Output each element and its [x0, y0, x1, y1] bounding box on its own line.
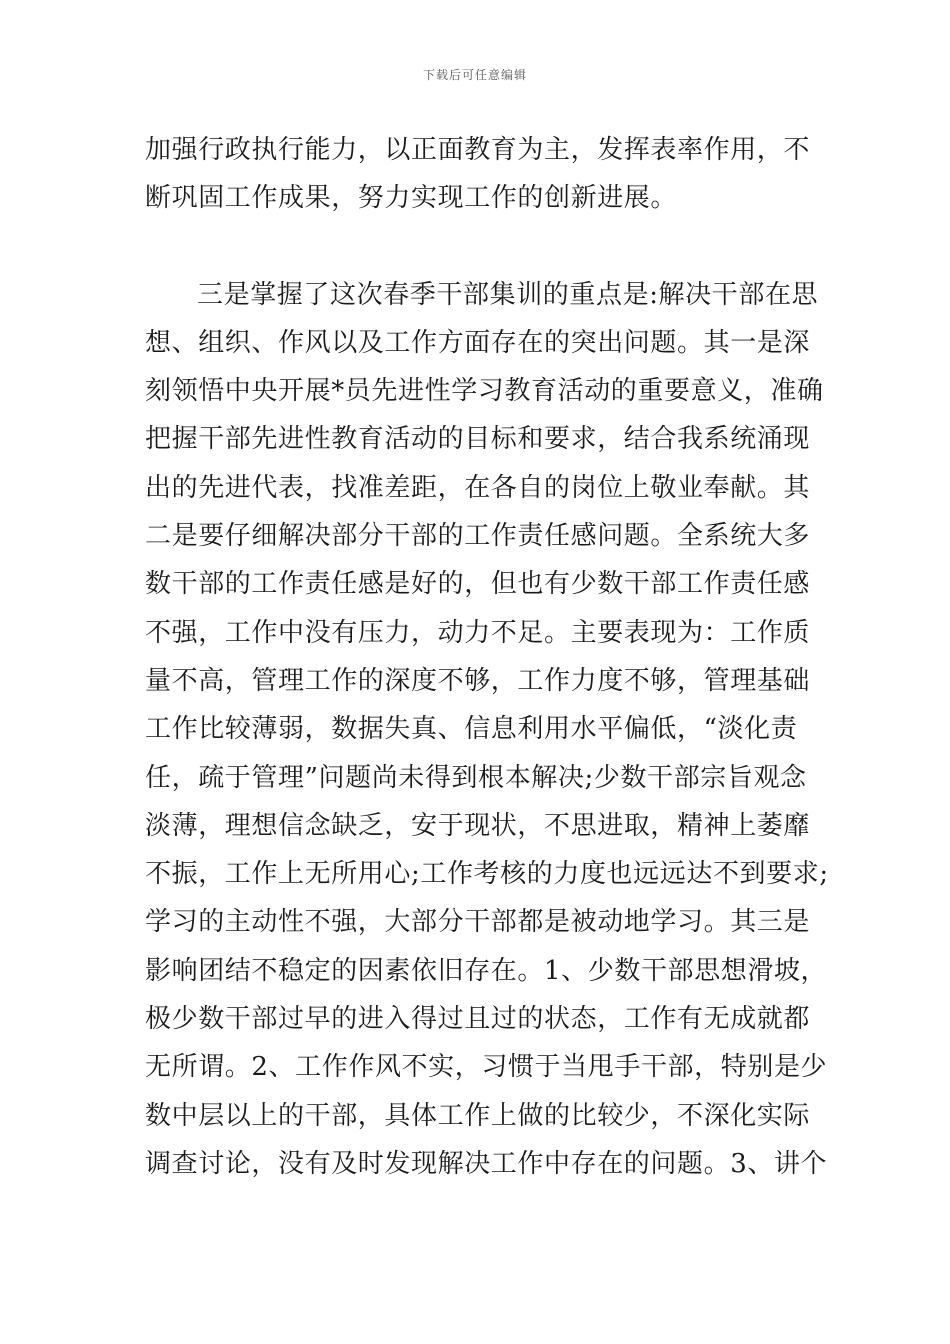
text-line: 任，疏于管理”问题尚未得到根本解决;少数干部宗旨观念: [145, 762, 807, 793]
text-line: 想、组织、作风以及工作方面存在的突出问题。其一是深: [145, 327, 811, 358]
text-line: 三是掌握了这次春季干部集训的重点是:解决干部在思: [197, 279, 819, 310]
text-line: 把握干部先进性教育活动的目标和要求，结合我系统涌现: [145, 424, 811, 455]
text-line: 量不高，管理工作的深度不够，工作力度不够，管理基础: [145, 665, 811, 696]
text-line: 工作比较薄弱，数据失真、信息利用水平偏低，“淡化责: [145, 714, 798, 745]
text-line: 加强行政执行能力，以正面教育为主，发挥表率作用，不: [145, 135, 811, 165]
text-line: 影响团结不稳定的因素依旧存在。1、少数干部思想滑坡，: [145, 955, 828, 986]
paragraph-spacer: [145, 223, 815, 271]
page-header: 下载后可任意编辑: [422, 68, 527, 82]
text-line: 断巩固工作成果，努力实现工作的创新进展。: [145, 183, 678, 214]
text-line: 淡薄，理想信念缺乏，安于现状，不思进取，精神上萎靡: [145, 810, 811, 841]
text-line: 无所谓。2、工作作风不实，习惯于当甩手干部，特别是少: [145, 1052, 828, 1083]
text-line: 学习的主动性不强，大部分干部都是被动地学习。其三是: [145, 907, 811, 938]
text-line: 刻领悟中央开展*员先进性学习教育活动的重要意义，准确: [145, 376, 824, 407]
paragraph-1: [145, 126, 815, 223]
text-line: 调查讨论，没有及时发现解决工作中存在的问题。3、讲个: [145, 1148, 828, 1179]
document-body: [145, 126, 829, 1188]
text-line: 极少数干部过早的进入得过且过的状态，工作有无成就都: [145, 1004, 811, 1035]
text-line: 不振，工作上无所用心;工作考核的力度也远远达不到要求;: [145, 859, 829, 890]
text-line: 不强，工作中没有压力，动力不足。主要表现为：工作质: [145, 617, 811, 648]
paragraph-2: [145, 271, 829, 1189]
text-line: 数干部的工作责任感是好的，但也有少数干部工作责任感: [145, 569, 811, 600]
text-line: 数中层以上的干部，具体工作上做的比较少，不深化实际: [145, 1100, 811, 1131]
text-line: 出的先进代表，找准差距，在各自的岗位上敬业奉献。其: [145, 472, 811, 503]
text-line: 二是要仔细解决部分干部的工作责任感问题。全系统大多: [145, 521, 811, 552]
